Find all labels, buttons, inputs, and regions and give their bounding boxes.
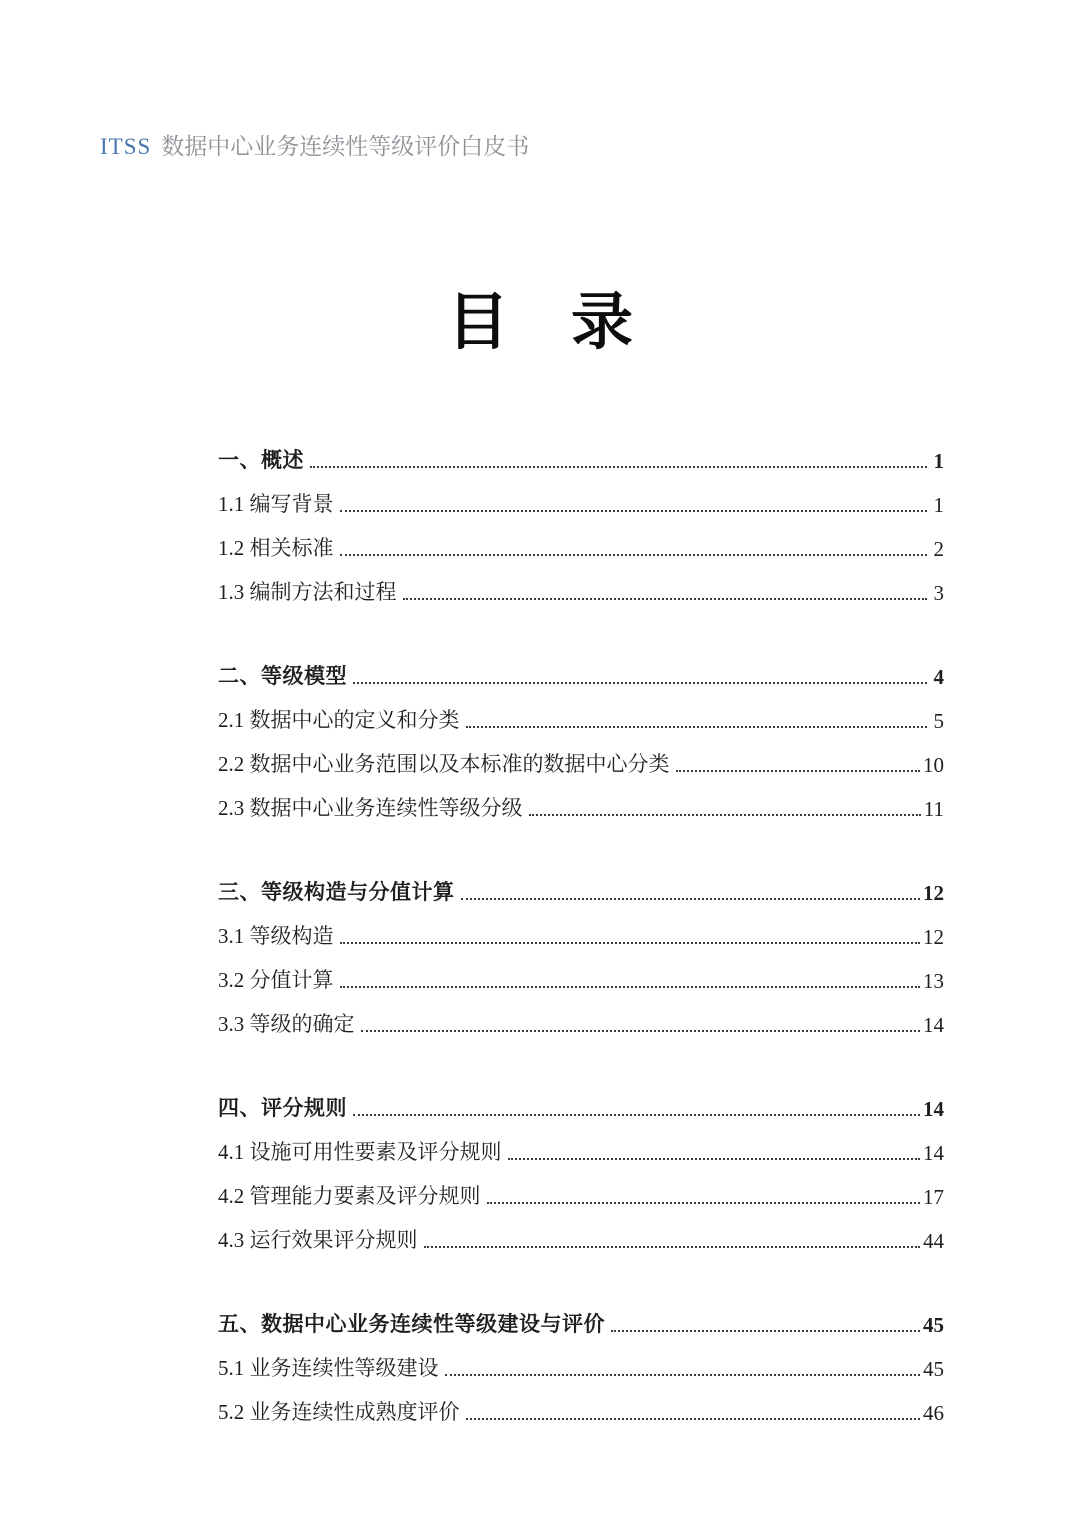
toc-page-number: 11	[923, 797, 944, 821]
toc-section-5	[218, 1294, 944, 1426]
toc-entry-label: 1.2 相关标准	[218, 536, 334, 560]
dotted-leader	[361, 1030, 921, 1032]
toc-entry-label: 二、等级模型	[218, 665, 347, 688]
toc-entry-label: 3.3 等级的确定	[218, 1012, 355, 1036]
dotted-leader	[403, 598, 928, 600]
toc-entry-label: 三、等级构造与分值计算	[218, 881, 455, 904]
toc-page-number: 12	[923, 881, 944, 905]
toc-item-row-1-3	[218, 562, 944, 606]
toc-item-row-4-2	[218, 1166, 944, 1210]
dotted-leader	[466, 1418, 921, 1420]
toc-entry-label: 四、评分规则	[218, 1097, 347, 1120]
toc-heading-row-1	[218, 430, 944, 474]
toc-page-number: 14	[923, 1097, 944, 1121]
dotted-leader	[529, 814, 921, 816]
toc-item-row-2-1	[218, 690, 944, 734]
dotted-leader	[676, 770, 921, 772]
toc-item-row-1-2	[218, 518, 944, 562]
toc-page-number: 17	[923, 1185, 944, 1209]
dotted-leader	[461, 898, 921, 900]
running-header	[100, 131, 529, 162]
toc-page-number: 2	[933, 537, 944, 561]
toc-entry-label: 1.3 编制方法和过程	[218, 580, 397, 604]
toc-item-row-4-3	[218, 1210, 944, 1254]
dotted-leader	[466, 726, 928, 728]
toc-page-number: 46	[923, 1401, 944, 1425]
toc-item-row-5-2	[218, 1382, 944, 1426]
toc-heading-row-3	[218, 862, 944, 906]
dotted-leader	[340, 510, 928, 512]
toc-entry-label: 5.2 业务连续性成熟度评价	[218, 1400, 460, 1424]
toc-entry-label: 2.3 数据中心业务连续性等级分级	[218, 796, 523, 820]
toc-item-row-3-3	[218, 994, 944, 1038]
toc-item-row-3-2	[218, 950, 944, 994]
dotted-leader	[340, 554, 928, 556]
toc-section-4	[218, 1078, 944, 1254]
toc-item-row-1-1	[218, 474, 944, 518]
toc-item-row-4-1	[218, 1122, 944, 1166]
toc-item-row-2-2	[218, 734, 944, 778]
toc-page-number: 14	[923, 1141, 944, 1165]
page-title-char-2: 录	[571, 289, 634, 357]
dotted-leader	[310, 466, 927, 468]
dotted-leader	[353, 682, 927, 684]
dotted-leader	[340, 942, 921, 944]
toc-section-2	[218, 646, 944, 822]
toc-page-number: 12	[923, 925, 944, 949]
toc-entry-label: 2.2 数据中心业务范围以及本标准的数据中心分类	[218, 752, 670, 776]
dotted-leader	[611, 1330, 920, 1332]
toc-page-number: 1	[933, 449, 944, 473]
toc-page-number: 1	[933, 493, 944, 517]
toc-entry-label: 3.2 分值计算	[218, 968, 334, 992]
toc-section-3	[218, 862, 944, 1038]
toc-page-number: 10	[923, 753, 944, 777]
toc-entry-label: 4.2 管理能力要素及评分规则	[218, 1184, 481, 1208]
toc-entry-label: 3.1 等级构造	[218, 924, 334, 948]
toc-page-number: 45	[923, 1357, 944, 1381]
toc-heading-row-5	[218, 1294, 944, 1338]
toc-entry-label: 4.3 运行效果评分规则	[218, 1228, 418, 1252]
dotted-leader	[340, 986, 921, 988]
toc-item-row-5-1	[218, 1338, 944, 1382]
toc-page-number: 5	[933, 709, 944, 733]
toc-entry-label: 2.1 数据中心的定义和分类	[218, 708, 460, 732]
dotted-leader	[445, 1374, 921, 1376]
dotted-leader	[424, 1246, 921, 1248]
page-title	[0, 288, 1080, 358]
toc-heading-row-2	[218, 646, 944, 690]
toc-page-number: 13	[923, 969, 944, 993]
toc-page-number: 4	[933, 665, 944, 689]
toc-entry-label: 4.1 设施可用性要素及评分规则	[218, 1140, 502, 1164]
page-title-char-1: 目	[446, 289, 509, 357]
toc-page-number: 14	[923, 1013, 944, 1037]
dotted-leader	[487, 1202, 921, 1204]
table-of-contents	[218, 430, 944, 1426]
toc-page-number: 45	[923, 1313, 944, 1337]
toc-entry-label: 一、概述	[218, 449, 304, 472]
toc-section-1	[218, 430, 944, 606]
dotted-leader	[508, 1158, 921, 1160]
toc-page-number: 3	[933, 581, 944, 605]
header-title: 数据中心业务连续性等级评价白皮书	[161, 133, 530, 159]
dotted-leader	[353, 1114, 920, 1116]
toc-entry-label: 五、数据中心业务连续性等级建设与评价	[218, 1313, 605, 1336]
toc-entry-label: 5.1 业务连续性等级建设	[218, 1356, 439, 1380]
toc-entry-label: 1.1 编写背景	[218, 492, 334, 516]
toc-heading-row-4	[218, 1078, 944, 1122]
toc-item-row-3-1	[218, 906, 944, 950]
toc-item-row-2-3	[218, 778, 944, 822]
itss-logo: ITSS	[100, 134, 152, 159]
toc-page-number: 44	[923, 1229, 944, 1253]
